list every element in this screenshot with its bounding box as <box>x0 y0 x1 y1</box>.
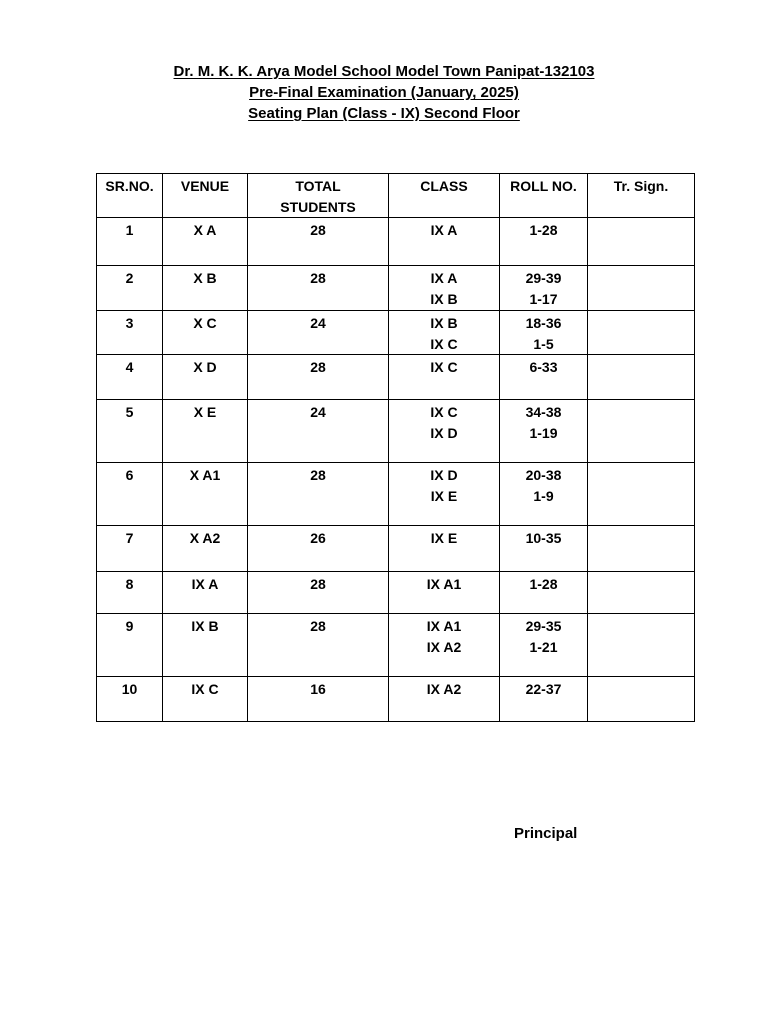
roll-range: 1-21 <box>529 638 558 655</box>
total-students-cell: 24 <box>248 311 389 355</box>
exam-title: Pre-Final Examination (January, 2025) <box>249 84 519 101</box>
class-cell <box>389 311 500 355</box>
class-entry: IX C <box>430 404 458 420</box>
class-entry: IX A <box>430 270 458 286</box>
sr-no-cell: 10 <box>97 677 163 722</box>
roll-range: 1-28 <box>529 576 558 592</box>
table-row <box>97 266 695 311</box>
class-cell <box>389 614 500 677</box>
seating-plan-table <box>96 173 695 722</box>
table-row <box>97 218 695 266</box>
column-header-teacher-sign: Tr. Sign. <box>588 174 695 218</box>
roll-no-cell <box>500 311 588 355</box>
roll-no-cell <box>500 266 588 311</box>
roll-range: 6-33 <box>529 359 558 375</box>
class-cell <box>389 463 500 526</box>
column-header-sr-no: SR.NO. <box>97 174 163 218</box>
teacher-sign-cell <box>588 400 695 463</box>
school-name: Dr. M. K. K. Arya Model School Model Town Panipat-132103 <box>173 63 595 80</box>
table-body <box>97 218 695 722</box>
roll-no-cell <box>500 572 588 614</box>
class-cell <box>389 218 500 266</box>
teacher-sign-cell <box>588 614 695 677</box>
sr-no-cell: 2 <box>97 266 163 311</box>
class-cell <box>389 266 500 311</box>
class-entry: IX D <box>430 467 458 483</box>
roll-range: 1-28 <box>529 222 558 238</box>
class-entry: IX A1 <box>426 618 462 634</box>
seating-plan-title: Seating Plan (Class - IX) Second Floor <box>248 105 520 122</box>
total-students-cell: 26 <box>248 526 389 572</box>
total-students-cell: 28 <box>248 572 389 614</box>
teacher-sign-cell <box>588 266 695 311</box>
table-row <box>97 526 695 572</box>
roll-no-cell <box>500 526 588 572</box>
teacher-sign-cell <box>588 355 695 400</box>
roll-range: 1-19 <box>529 424 558 441</box>
class-entry: IX A1 <box>426 576 462 592</box>
table-row <box>97 355 695 400</box>
column-header-class: CLASS <box>389 174 500 218</box>
roll-no-cell <box>500 218 588 266</box>
class-entry: IX E <box>430 487 458 504</box>
roll-range: 1-9 <box>533 487 554 504</box>
teacher-sign-cell <box>588 572 695 614</box>
table-row <box>97 677 695 722</box>
document-header <box>0 61 768 124</box>
venue-cell: X D <box>163 355 248 400</box>
total-students-cell: 28 <box>248 355 389 400</box>
total-students-cell: 28 <box>248 463 389 526</box>
table-header-row <box>97 174 695 218</box>
total-students-cell: 28 <box>248 614 389 677</box>
venue-cell: X A <box>163 218 248 266</box>
roll-range: 34-38 <box>525 404 562 420</box>
total-students-cell: 16 <box>248 677 389 722</box>
class-cell <box>389 400 500 463</box>
total-header-line: TOTAL <box>295 178 341 194</box>
venue-cell: X B <box>163 266 248 311</box>
roll-range: 1-5 <box>533 335 554 352</box>
students-header-line: STUDENTS <box>280 198 356 215</box>
class-cell <box>389 572 500 614</box>
class-entry: IX A2 <box>426 638 462 655</box>
total-students-cell: 28 <box>248 218 389 266</box>
class-cell <box>389 355 500 400</box>
sr-no-cell: 1 <box>97 218 163 266</box>
table-row <box>97 572 695 614</box>
teacher-sign-cell <box>588 311 695 355</box>
sr-no-cell: 6 <box>97 463 163 526</box>
roll-no-cell <box>500 400 588 463</box>
sr-no-cell: 9 <box>97 614 163 677</box>
sr-no-cell: 7 <box>97 526 163 572</box>
sr-no-cell: 4 <box>97 355 163 400</box>
sr-no-cell: 5 <box>97 400 163 463</box>
column-header-roll-no: ROLL NO. <box>500 174 588 218</box>
roll-range: 10-35 <box>525 530 562 546</box>
sr-no-cell: 3 <box>97 311 163 355</box>
teacher-sign-cell <box>588 463 695 526</box>
table-row <box>97 614 695 677</box>
class-entry: IX B <box>430 290 458 307</box>
class-entry: IX C <box>430 335 458 352</box>
column-header-total-students <box>248 174 389 218</box>
venue-cell: X A2 <box>163 526 248 572</box>
class-entry: IX D <box>430 424 458 441</box>
roll-no-cell <box>500 614 588 677</box>
class-cell <box>389 677 500 722</box>
roll-range: 1-17 <box>529 290 558 307</box>
venue-cell: X C <box>163 311 248 355</box>
venue-cell: X E <box>163 400 248 463</box>
total-students-cell: 24 <box>248 400 389 463</box>
roll-range: 29-39 <box>525 270 562 286</box>
teacher-sign-cell <box>588 526 695 572</box>
class-entry: IX A <box>430 222 458 238</box>
table-row <box>97 311 695 355</box>
class-entry: IX A2 <box>426 681 462 697</box>
roll-range: 20-38 <box>525 467 562 483</box>
table-row <box>97 463 695 526</box>
roll-range: 18-36 <box>525 315 562 331</box>
principal-signature-label: Principal <box>514 825 578 842</box>
table-row <box>97 400 695 463</box>
total-students-cell: 28 <box>248 266 389 311</box>
venue-cell: IX B <box>163 614 248 677</box>
roll-no-cell <box>500 355 588 400</box>
class-entry: IX E <box>430 530 458 546</box>
class-cell <box>389 526 500 572</box>
column-header-venue: VENUE <box>163 174 248 218</box>
roll-no-cell <box>500 677 588 722</box>
venue-cell: IX A <box>163 572 248 614</box>
class-entry: IX C <box>430 359 458 375</box>
sr-no-cell: 8 <box>97 572 163 614</box>
venue-cell: IX C <box>163 677 248 722</box>
class-entry: IX B <box>430 315 458 331</box>
teacher-sign-cell <box>588 677 695 722</box>
teacher-sign-cell <box>588 218 695 266</box>
venue-cell: X A1 <box>163 463 248 526</box>
roll-no-cell <box>500 463 588 526</box>
roll-range: 22-37 <box>525 681 562 697</box>
roll-range: 29-35 <box>525 618 562 634</box>
